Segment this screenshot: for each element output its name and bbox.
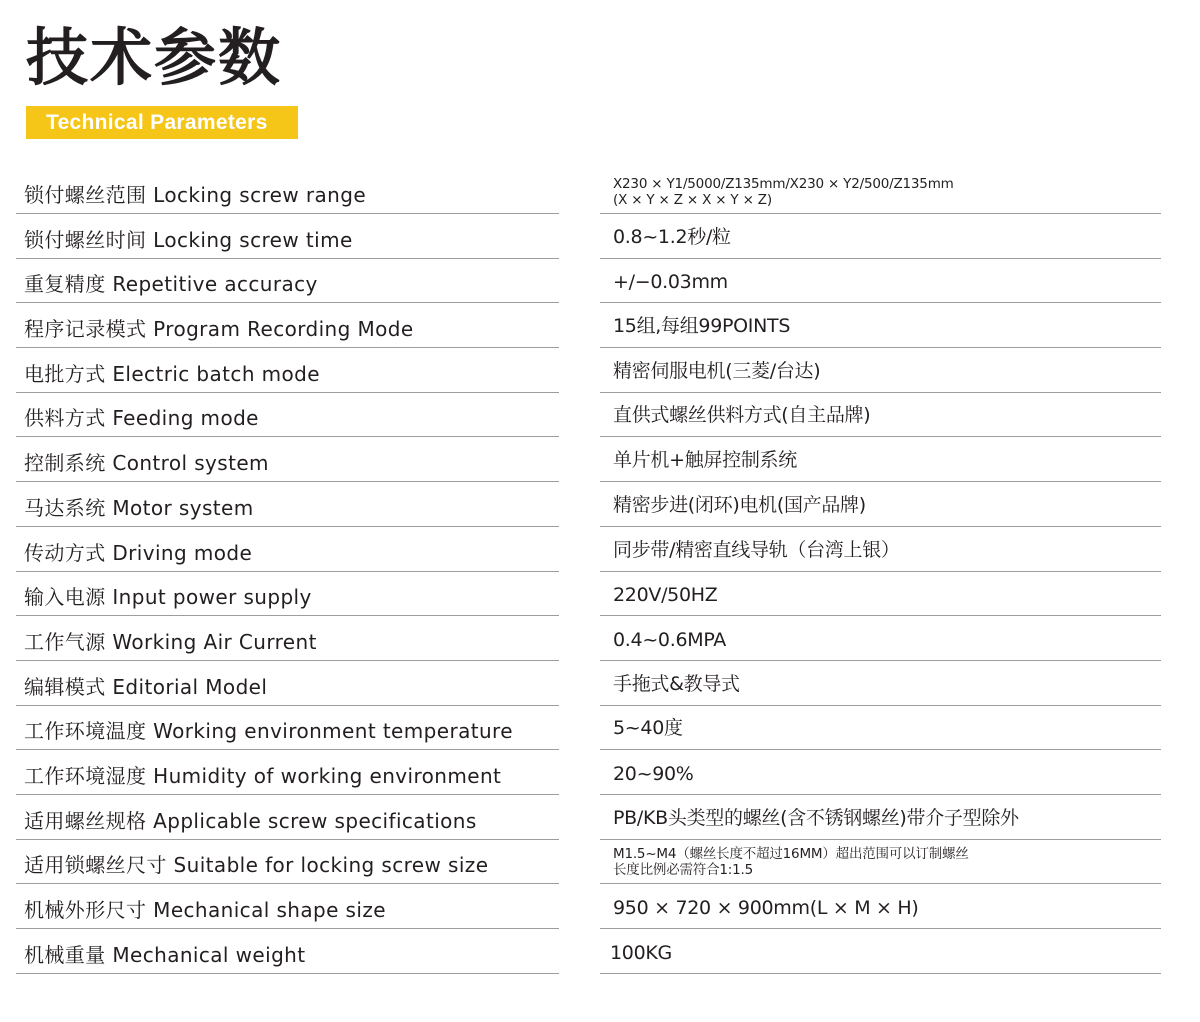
label-cell	[16, 572, 559, 616]
table-row	[0, 483, 1200, 528]
value-cell	[600, 885, 1161, 929]
param-label: 编辑模式 Editorial Model	[24, 674, 268, 699]
param-label: 锁付螺丝范围 Locking screw range	[24, 183, 367, 207]
label-cell	[16, 706, 559, 750]
value-cell	[600, 170, 1161, 214]
table-row	[0, 840, 1200, 885]
param-label: 输入电源 Input power supply	[24, 585, 312, 610]
param-value: 0.4~0.6MPA	[613, 628, 726, 651]
value-cell	[600, 215, 1161, 259]
param-value: 220V/50HZ	[613, 584, 718, 607]
value-cell	[600, 840, 1161, 884]
table-row	[0, 528, 1200, 573]
label-cell	[16, 662, 559, 706]
value-cell	[600, 304, 1161, 348]
param-value: 精密步进(闭环)电机(国产品牌)	[613, 493, 866, 516]
param-value: 100KG	[610, 941, 672, 964]
value-cell	[600, 483, 1161, 527]
param-value	[613, 176, 954, 208]
label-cell	[16, 751, 559, 795]
table-row	[0, 751, 1200, 796]
table-row	[0, 796, 1200, 841]
param-label: 适用锁螺丝尺寸 Suitable for locking screw size	[24, 853, 489, 878]
param-label: 工作环境温度 Working environment temperature	[24, 719, 513, 744]
label-cell	[16, 930, 559, 974]
param-label: 供料方式 Feeding mode	[24, 406, 259, 431]
param-value: 950 × 720 × 900mm(L × M × H)	[613, 897, 919, 919]
value-cell	[600, 572, 1161, 616]
label-cell	[16, 796, 559, 840]
param-value: 0.8~1.2秒/粒	[613, 225, 731, 248]
label-cell	[16, 170, 559, 214]
value-cell	[600, 393, 1161, 437]
label-cell	[16, 259, 559, 303]
value-cell	[600, 751, 1161, 795]
subtitle-badge: Technical Parameters	[26, 106, 298, 139]
param-label: 控制系统 Control system	[24, 451, 269, 476]
label-cell	[16, 438, 559, 482]
param-label: 传动方式 Driving mode	[24, 540, 253, 565]
table-row	[0, 215, 1200, 260]
value-cell	[600, 662, 1161, 706]
value-cell	[600, 930, 1161, 974]
value-cell	[600, 617, 1161, 661]
param-label: 程序记录模式 Program Recording Mode	[24, 317, 414, 342]
param-value	[613, 846, 969, 878]
table-row	[0, 572, 1200, 617]
param-value-line: M1.5~M4（螺丝长度不超过16MM）超出范围可以订制螺丝	[613, 846, 969, 863]
label-cell	[16, 617, 559, 661]
table-row	[0, 438, 1200, 483]
page-title: 技术参数	[26, 21, 283, 94]
label-cell	[16, 840, 559, 884]
label-cell	[16, 349, 559, 393]
param-value: 15组,每组99POINTS	[613, 315, 791, 338]
param-value: 20~90%	[613, 762, 694, 785]
param-label: 适用螺丝规格 Applicable screw specifications	[24, 808, 477, 833]
table-row	[0, 349, 1200, 394]
label-cell	[16, 483, 559, 527]
parameters-table	[0, 170, 1200, 974]
param-value: 单片机+触屏控制系统	[613, 449, 797, 472]
table-row	[0, 304, 1200, 349]
label-cell	[16, 304, 559, 348]
param-value: 直供式螺丝供料方式(自主品牌)	[613, 404, 871, 427]
value-cell	[600, 706, 1161, 750]
table-row	[0, 617, 1200, 662]
label-cell	[16, 393, 559, 437]
param-label: 工作环境湿度 Humidity of working environment	[24, 763, 502, 788]
table-row	[0, 662, 1200, 707]
table-row	[0, 170, 1200, 215]
param-value: PB/KB头类型的螺丝(含不锈钢螺丝)带介子型除外	[613, 806, 1019, 829]
param-value-line: 长度比例必需符合1:1.5	[613, 862, 754, 879]
param-value: 手拖式&教导式	[613, 672, 740, 695]
value-cell	[600, 438, 1161, 482]
param-value: +/−0.03mm	[613, 271, 728, 294]
param-value-line: X230 × Y1/5000/Z135mm/X230 × Y2/500/Z135mm	[613, 176, 954, 192]
value-cell	[600, 349, 1161, 393]
table-row	[0, 393, 1200, 438]
table-row	[0, 885, 1200, 930]
value-cell	[600, 796, 1161, 840]
param-value: 同步带/精密直线导轨（台湾上银）	[613, 538, 900, 561]
table-row	[0, 706, 1200, 751]
param-value: 精密伺服电机(三菱/台达)	[613, 359, 821, 382]
param-label: 锁付螺丝时间 Locking screw time	[24, 227, 353, 252]
param-value: 5~40度	[613, 717, 683, 740]
table-row	[0, 930, 1200, 975]
label-cell	[16, 528, 559, 572]
param-label: 马达系统 Motor system	[24, 495, 254, 520]
param-label: 电批方式 Electric batch mode	[24, 361, 320, 386]
value-cell	[600, 259, 1161, 303]
param-label: 机械重量 Mechanical weight	[24, 942, 306, 967]
label-cell	[16, 215, 559, 259]
param-label: 重复精度 Repetitive accuracy	[24, 272, 318, 297]
param-label: 机械外形尺寸 Mechanical shape size	[24, 898, 386, 922]
param-label: 工作气源 Working Air Current	[24, 629, 317, 654]
label-cell	[16, 885, 559, 929]
table-row	[0, 259, 1200, 304]
param-value-line: (X × Y × Z × X × Y × Z)	[613, 192, 772, 208]
value-cell	[600, 528, 1161, 572]
